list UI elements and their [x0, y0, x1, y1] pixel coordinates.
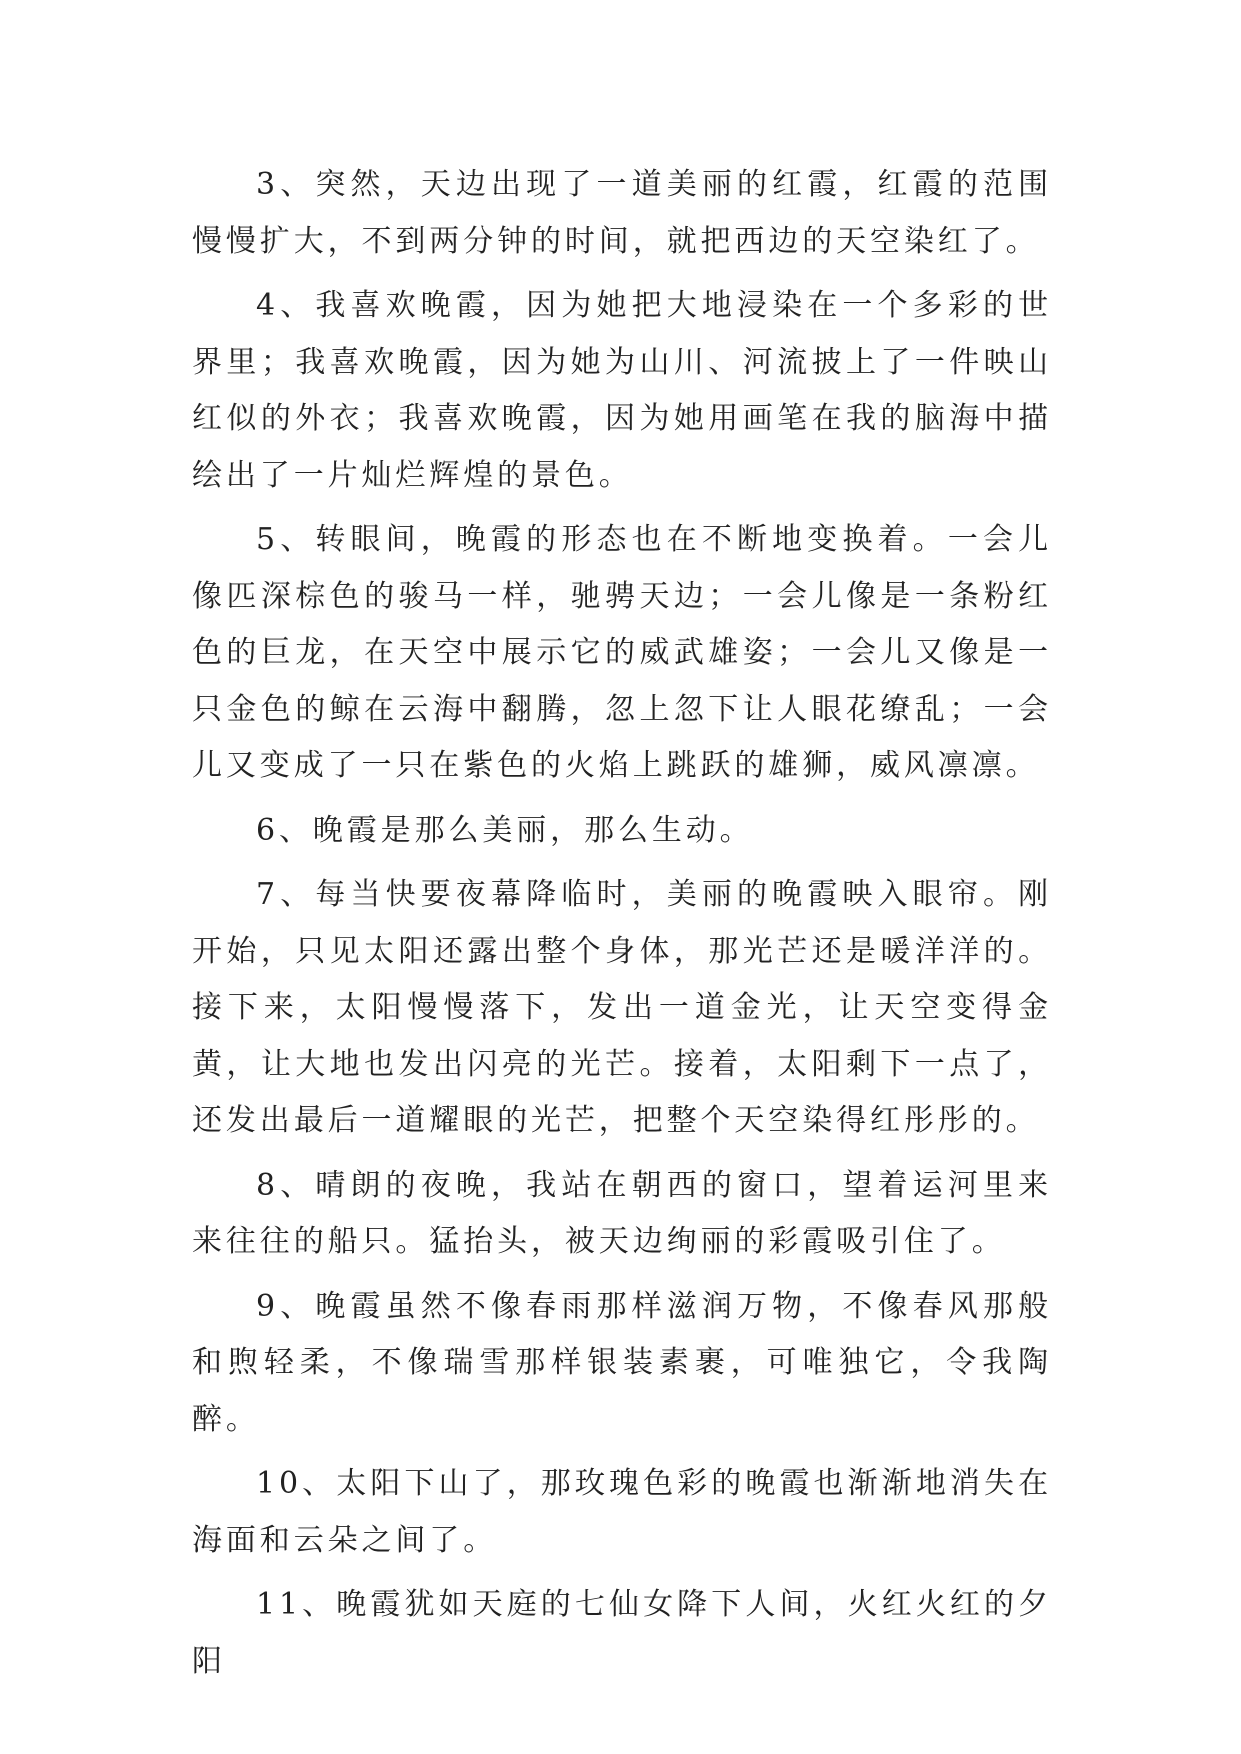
paragraph-6: 6、晚霞是那么美丽，那么生动。 [256, 812, 754, 848]
paragraph-11: 11、晚霞犹如天庭的七仙女降下人间，火红火红的夕阳 [192, 1587, 1052, 1679]
paragraph-5: 5、转眼间，晚霞的形态也在不断地变换着。一会儿像匹深棕色的骏马一样，驰骋天边；一会儿像是一条粉红色的巨龙，在天空中展示它的威武雄姿；一会儿又像是一只金色的鲸在云海中翻腾，忽上忽下让人眼花缭乱；一会儿又变成了一只在紫色的火焰上跳跃的雄狮，威风凛凛。 [192, 522, 1052, 783]
paragraph-3: 3、突然，天边出现了一道美丽的红霞，红霞的范围慢慢扩大，不到两分钟的时间，就把西边的天空染红了。 [192, 167, 1052, 259]
paragraph-7: 7、每当快要夜幕降临时，美丽的晚霞映入眼帘。刚开始，只见太阳还露出整个身体，那光芒还是暖洋洋的。接下来，太阳慢慢落下，发出一道金光，让天空变得金黄，让大地也发出闪亮的光芒。接着，太阳剩下一点了，还发出最后一道耀眼的光芒，把整个天空染得红彤彤的。 [192, 877, 1052, 1138]
paragraph-8: 8、晴朗的夜晚，我站在朝西的窗口，望着运河里来来往往的船只。猛抬头，被天边绚丽的彩霞吸引住了。 [192, 1167, 1052, 1259]
paragraph-10: 10、太阳下山了，那玫瑰色彩的晚霞也渐渐地消失在海面和云朵之间了。 [192, 1466, 1052, 1558]
paragraph-9: 9、晚霞虽然不像春雨那样滋润万物，不像春风那般和煦轻柔，不像瑞雪那样银装素裹，可唯独它，令我陶醉。 [192, 1288, 1052, 1437]
document-body [192, 157, 1052, 1698]
paragraph-4: 4、我喜欢晚霞，因为她把大地浸染在一个多彩的世界里；我喜欢晚霞，因为她为山川、河流披上了一件映山红似的外衣；我喜欢晚霞，因为她用画笔在我的脑海中描绘出了一片灿烂辉煌的景色。 [192, 288, 1052, 493]
